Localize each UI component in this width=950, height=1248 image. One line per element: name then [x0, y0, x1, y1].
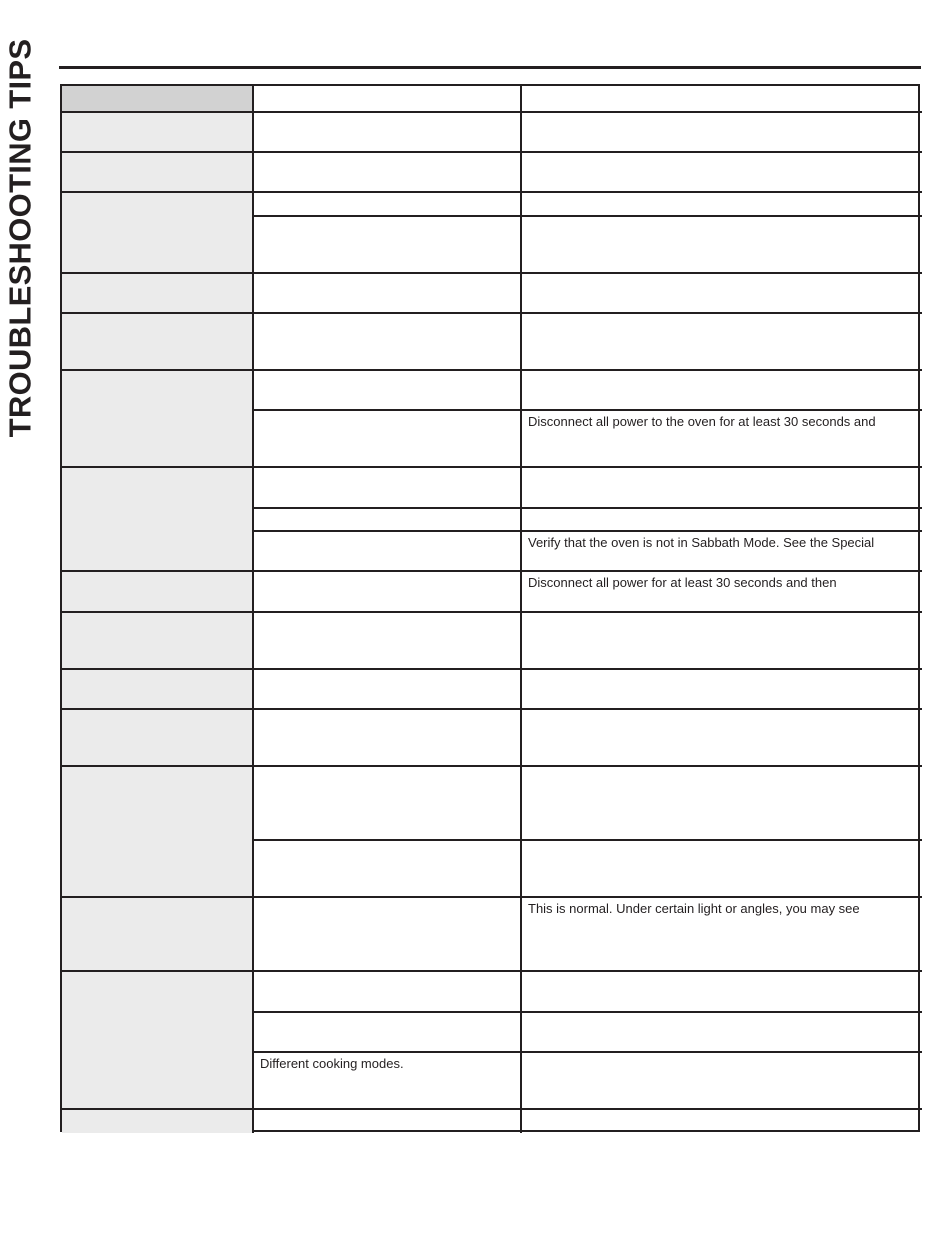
solution-text-disconnect-power: Disconnect all power to the oven for at least 30 seconds and: [528, 414, 876, 429]
cause-cell: [254, 1053, 522, 1110]
solution-cell: [522, 670, 922, 710]
troubleshooting-table: [60, 84, 920, 1132]
solution-cell: [522, 314, 922, 371]
cause-cell: [254, 217, 522, 274]
solution-cell: [522, 113, 922, 153]
solution-cell: [522, 153, 922, 193]
cause-cell: [254, 411, 522, 468]
solution-cell: [522, 572, 922, 613]
section-title: TROUBLESHOOTING TIPS: [2, 38, 37, 438]
cause-cell: [254, 841, 522, 898]
solution-cell: [522, 411, 922, 468]
solution-cell: [522, 613, 922, 670]
solution-cell: [522, 468, 922, 509]
cause-text-different-cooking-modes: Different cooking modes.: [260, 1056, 404, 1071]
solution-cell: [522, 1110, 922, 1133]
solution-cell: [522, 217, 922, 274]
cause-cell: [254, 1013, 522, 1053]
section-title-vertical: [2, 28, 38, 448]
cause-cell: [254, 468, 522, 509]
solution-cell: [522, 972, 922, 1013]
cause-cell: [254, 710, 522, 767]
problem-cell: [62, 710, 254, 767]
cause-cell: [254, 113, 522, 153]
problem-cell: [62, 153, 254, 193]
solution-cell: [522, 767, 922, 841]
problem-cell: [62, 371, 254, 468]
cause-cell: [254, 509, 522, 532]
header-problem-cell: [62, 86, 254, 113]
problem-cell: [62, 898, 254, 972]
solution-cell: [522, 898, 922, 972]
solution-cell: [522, 841, 922, 898]
problem-cell: [62, 670, 254, 710]
cause-cell: [254, 972, 522, 1013]
cause-cell: [254, 613, 522, 670]
problem-cell: [62, 1110, 254, 1133]
cause-cell: [254, 153, 522, 193]
cause-cell: [254, 670, 522, 710]
solution-cell: [522, 509, 922, 532]
solution-cell: [522, 193, 922, 217]
problem-cell: [62, 972, 254, 1110]
cause-cell: [254, 572, 522, 613]
problem-cell: [62, 613, 254, 670]
problem-cell: [62, 767, 254, 898]
solution-cell: [522, 1053, 922, 1110]
problem-cell: [62, 274, 254, 314]
solution-text-disconnect-then: Disconnect all power for at least 30 seconds and then: [528, 575, 837, 590]
problem-cell: [62, 193, 254, 274]
header-solution-cell: [522, 86, 922, 113]
cause-cell: [254, 371, 522, 411]
solution-cell: [522, 710, 922, 767]
problem-cell: [62, 468, 254, 572]
problem-cell: [62, 314, 254, 371]
cause-cell: [254, 767, 522, 841]
solution-cell: [522, 532, 922, 572]
problem-cell: [62, 572, 254, 613]
cause-cell: [254, 274, 522, 314]
cause-cell: [254, 532, 522, 572]
cause-cell: [254, 193, 522, 217]
top-rule: [59, 66, 921, 69]
solution-cell: [522, 1013, 922, 1053]
cause-cell: [254, 314, 522, 371]
header-cause-cell: [254, 86, 522, 113]
problem-cell: [62, 113, 254, 153]
solution-cell: [522, 371, 922, 411]
solution-text-verify-sabbath: Verify that the oven is not in Sabbath Mode. See the Special: [528, 535, 875, 550]
cause-cell: [254, 1110, 522, 1133]
solution-cell: [522, 274, 922, 314]
cause-cell: [254, 898, 522, 972]
solution-text-normal-light: This is normal. Under certain light or angles, you may see: [528, 901, 860, 916]
